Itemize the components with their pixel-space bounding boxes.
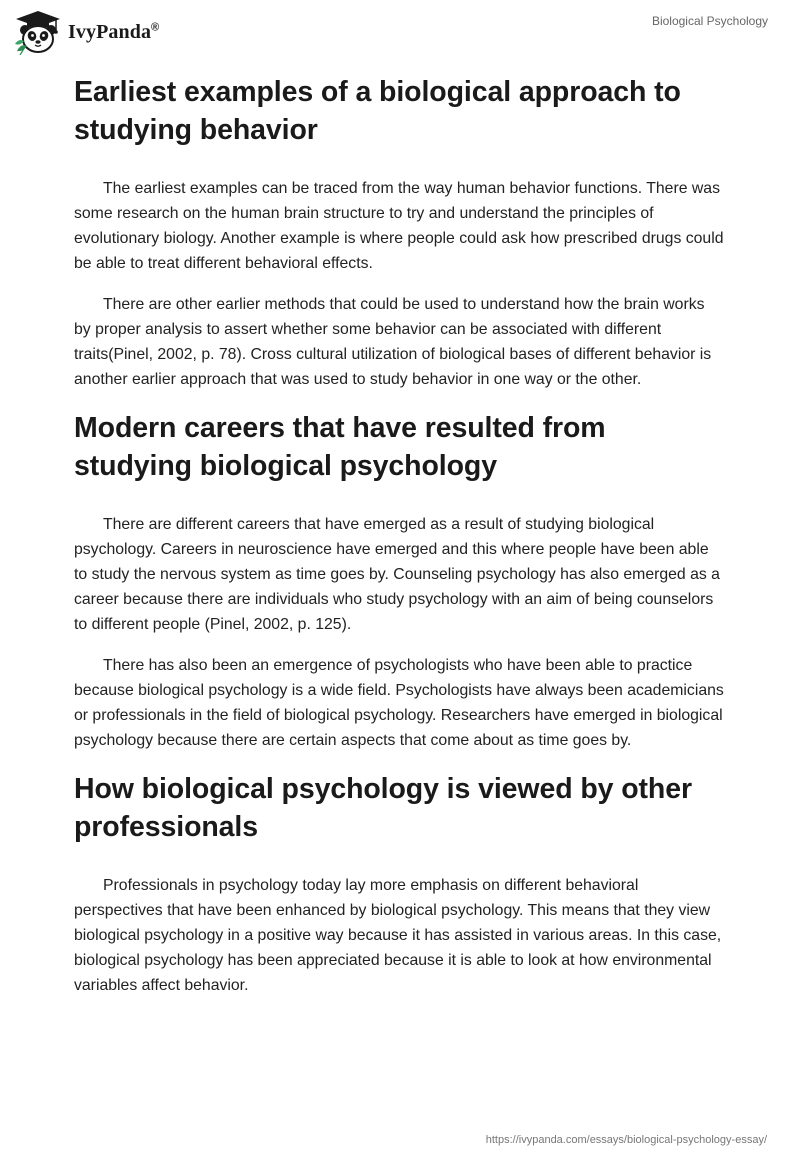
panda-graduate-logo-icon bbox=[14, 9, 62, 55]
section-heading-modern-careers: Modern careers that have resulted from studying biological psychology bbox=[74, 412, 606, 482]
paragraph: There has also been an emergence of psychologists who have been able to practice because biological psychology is a wide field. Psychologists have always been academicians or professionals in the field of biological psychology. Researchers have emerged in biological psychology because there are certain aspects that come about as time goes by. bbox=[74, 657, 724, 749]
brand-registered-mark: ® bbox=[151, 21, 160, 34]
paragraph: There are other earlier methods that could be used to understand how the brain works by proper analysis to assert whether some behavior can be associated with different traits(Pinel, 2002, p. 78). Cross cultural utilization of biological bases of different behavior is another earlier approach that was used to study behavior in one way or the other. bbox=[74, 296, 712, 388]
section-heading-earliest-examples: Earliest examples of a biological approach to studying behavior bbox=[74, 76, 681, 146]
paragraph: The earliest examples can be traced from the way human behavior functions. There was some research on the human brain structure to try and understand the principles of evolutionary biology. Another example is where people could ask how prescribed drugs could be able to treat different behavioral effects. bbox=[74, 180, 724, 272]
section-heading-professional-views: How biological psychology is viewed by other professionals bbox=[74, 773, 692, 843]
document-title: Biological Psychology bbox=[651, 14, 768, 28]
paragraph: There are different careers that have emerged as a result of studying biological psychology. Careers in neuroscience have emerged and this where people have been able to study the nervous system as time goes by. Counseling psychology has also emerged as a career because there are individuals who study psychology with an aim of being counselors to different people (Pinel, 2002, p. 125). bbox=[74, 516, 720, 633]
ivypanda-logo[interactable] bbox=[14, 9, 159, 55]
brand-name: IvyPanda® bbox=[68, 21, 160, 43]
paragraph: Professionals in psychology today lay more emphasis on different behavioral perspectives that have been enhanced by biological psychology. This means that they view biological psychology in a positive way because it has assisted in various areas. In this case, biological psychology has been appreciated because it is able to look at how environmental variables affect behavior. bbox=[74, 877, 722, 994]
source-url-link[interactable]: https://ivypanda.com/essays/biological-psychology-essay/ bbox=[485, 1134, 767, 1146]
page-header bbox=[0, 0, 800, 60]
essay-body bbox=[74, 70, 724, 998]
